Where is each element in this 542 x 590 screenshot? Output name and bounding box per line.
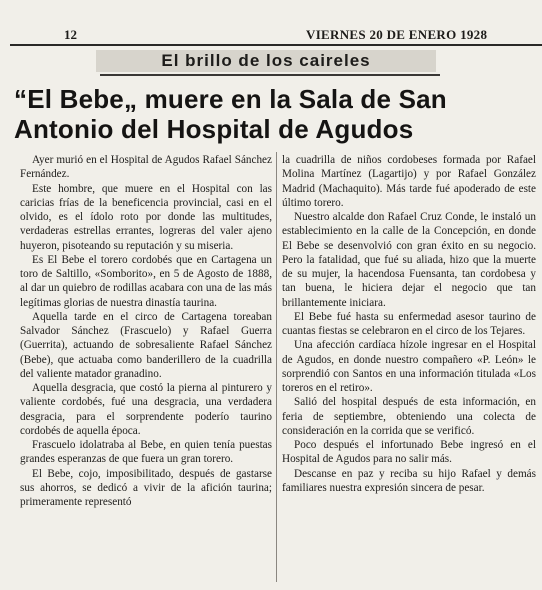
header-date: VIERNES 20 DE ENERO 1928: [306, 27, 488, 42]
page-number: 12: [64, 27, 77, 42]
article-paragraph: Descanse en paz y reciba su hijo Rafael y demás familiares nuestra expresión sincera de pesar.: [282, 467, 536, 494]
article-column-left: [20, 153, 272, 509]
article-paragraph: El Bebe fué hasta su enfermedad asesor taurino de cuantas fiestas se celebraron en el circo de los Tejares.: [282, 310, 536, 337]
article-paragraph: Es El Bebe el torero cordobés que en Cartagena un toro de Saltillo, «Somborito», en 5 de Agosto de 1888, al dar un quiebro de rodillas acabara con una de las más legítimas glorias de nuestra dinastía taurina.: [20, 253, 272, 309]
article-paragraph: Aquella desgracia, que costó la pierna al pinturero y valiente cordobés, fué una desgracia, una verdadera desgracia, para el sorprendente poderío taurino cordobés de aquella época.: [20, 382, 272, 437]
article-paragraph: la cuadrilla de niños cordobeses formada por Rafael Molina Martínez (Lagartijo) y por Rafael González Madrid (Machaquito). Más tarde fué apoderado de este último torero.: [282, 154, 536, 209]
article-paragraph: Frascuelo idolatraba al Bebe, en quien tenía puestas grandes esperanzas de que fuera un gran torero.: [20, 439, 272, 466]
article-paragraph: Nuestro alcalde don Rafael Cruz Conde, le instaló un establecimiento en la calle de la Concepción, en donde El Bebe se desenvolvió con gran éxito en su negocio. Pero la fatalidad, que fué su aliada, hizo que la muerte de su mujer, la hacendosa Fuensanta, tan cordobesa y tan buena, le hiciera dejar el negocio que tan brillantemente iniciara.: [282, 211, 536, 309]
headline-line-2: Antonio del Hospital de Agudos: [14, 114, 414, 144]
page-header: [0, 25, 542, 45]
article-paragraph: Salió del hospital después de esta información, en feria de septiembre, obteniendo una colecta de consideración en la corrida que se verificó.: [282, 396, 536, 437]
article-paragraph: Una afección cardíaca hízole ingresar en el Hospital de Agudos, en donde nuestro compañero «P. León» le sorprendió con Santos en una información titulada «Los toreros en el retiro».: [282, 339, 536, 394]
section-title-rule: [100, 74, 440, 76]
article-column-right: [282, 153, 536, 495]
headline-line-1: “El Bebe„ muere en la Sala de San: [14, 84, 447, 114]
article-paragraph: Ayer murió en el Hospital de Agudos Rafael Sánchez Fernández.: [20, 154, 272, 181]
column-divider: [276, 152, 277, 582]
header-rule: [10, 44, 542, 46]
article-paragraph: Poco después el infortunado Bebe ingresó en el Hospital de Agudos para no salir más.: [282, 439, 536, 466]
article-paragraph: Aquella tarde en el circo de Cartagena toreaban Salvador Sánchez (Frascuelo) y Rafael Guerra (Guerrita), actuando de sobresaliente Rafael Sánchez (Bebe), que actuaba como banderillero de la cuadrilla del valiente matador granadino.: [20, 310, 272, 380]
article-paragraph: El Bebe, cojo, imposibilitado, después de gastarse sus ahorros, se dedicó a vivir de la afición taurina; primeramente representó: [20, 467, 272, 508]
article-headline: [14, 84, 542, 144]
article-paragraph: Este hombre, que muere en el Hospital con las caricias frías de la beneficencia provincial, casi en el olvido, es el ídolo roto por donde las multitudes, verdaderas estrellas errantes, logreras del valer ajeno huyeron, pisoteando su reputación y su miseria.: [20, 182, 272, 252]
section-title: El brillo de los caireles: [96, 50, 436, 72]
